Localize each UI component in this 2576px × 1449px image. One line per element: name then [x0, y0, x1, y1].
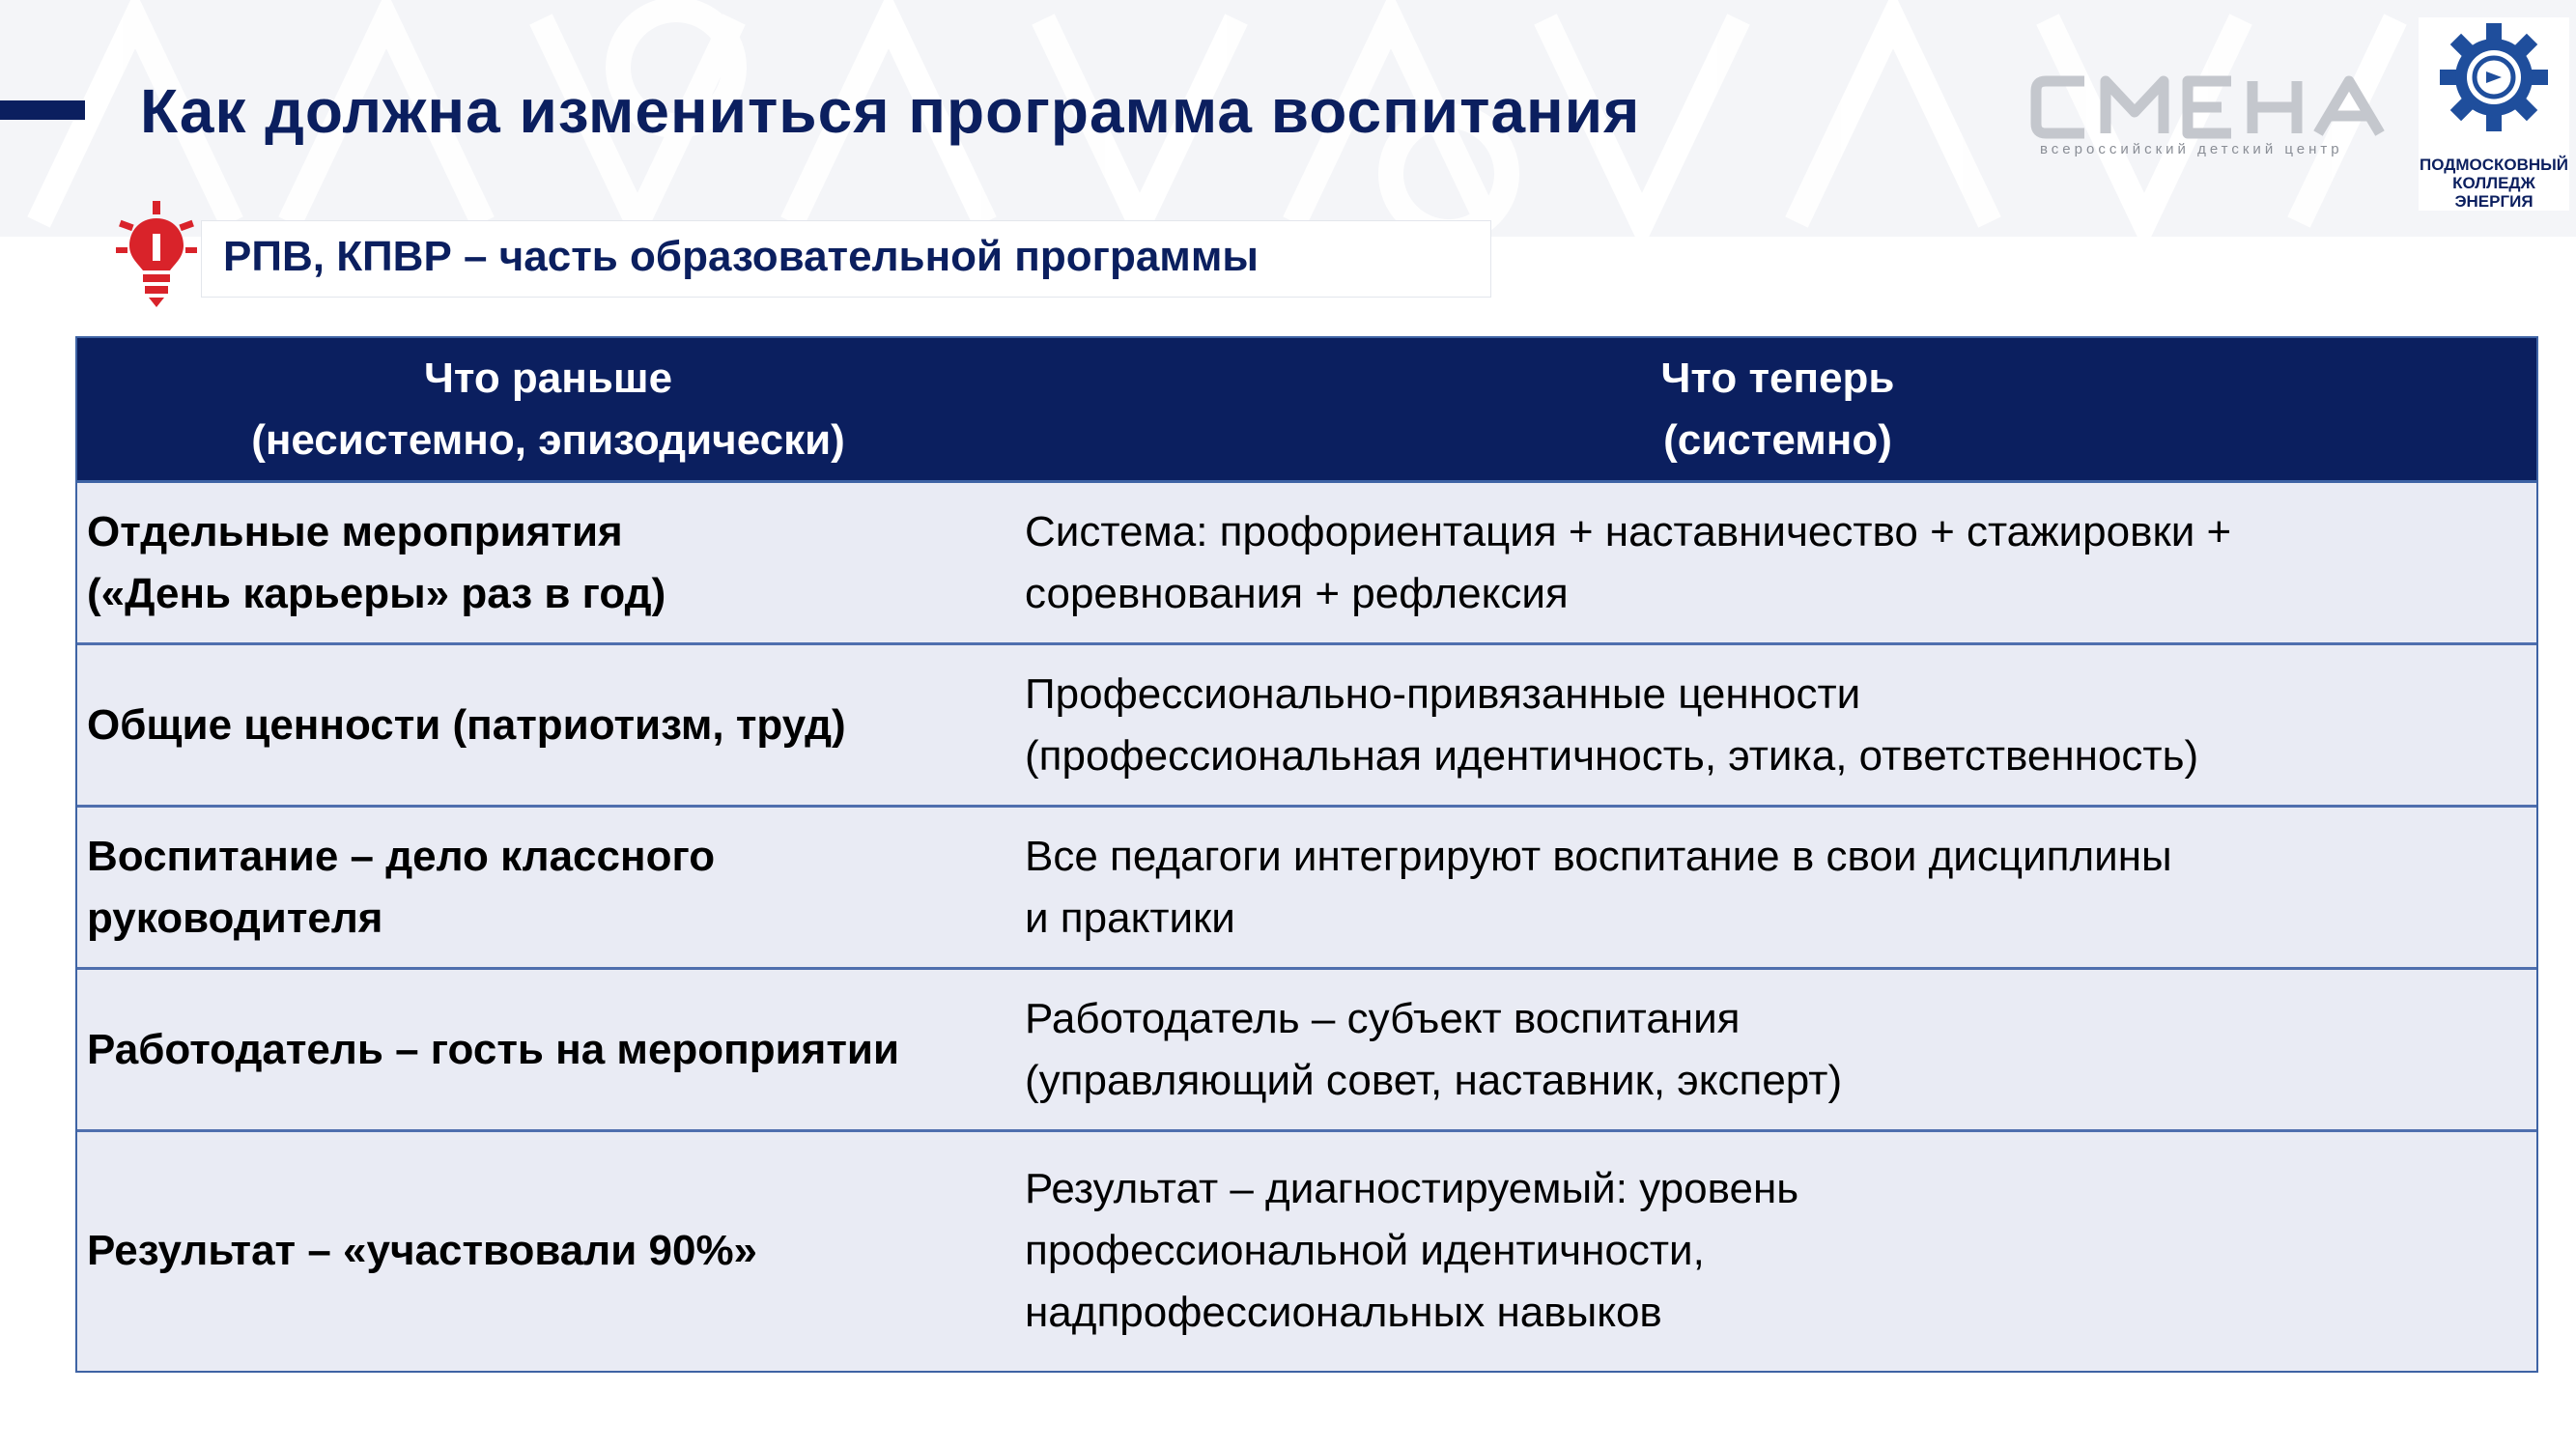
cell-before: Отдельные мероприятия («День карьеры» раз в год)	[77, 482, 1019, 644]
college-logo	[2419, 17, 2569, 211]
table-row	[77, 644, 2536, 807]
subtitle-box	[201, 220, 1491, 298]
smena-logo	[2028, 73, 2386, 166]
college-name: ПОДМОСКОВНЫЙ КОЛЛЕДЖ ЭНЕРГИЯ	[2419, 156, 2568, 211]
gear-emblem-icon	[2440, 17, 2548, 143]
table-row	[77, 482, 2536, 644]
cell-now: Результат – диагностируемый: уровень профессиональной идентичности, надпрофессиональных навыков	[1019, 1131, 2536, 1371]
cell-before: Работодатель – гость на мероприятии	[77, 969, 1019, 1131]
lightbulb-icon	[116, 201, 197, 312]
header-now: Что теперь (системно)	[1019, 338, 2536, 482]
slide-subtitle: РПВ, КПВР – часть образовательной программы	[223, 233, 1259, 280]
smena-wordmark	[2028, 73, 2386, 141]
table-row	[77, 807, 2536, 969]
comparison-table	[75, 336, 2538, 1373]
cell-now: Система: профориентация + наставничество + стажировки + соревнования + рефлексия	[1019, 482, 2536, 644]
cell-before: Воспитание – дело классного руководителя	[77, 807, 1019, 969]
cell-now: Все педагоги интегрируют воспитание в свои дисциплины и практики	[1019, 807, 2536, 969]
table-header-row	[77, 338, 2536, 482]
cell-now: Профессионально-привязанные ценности (профессиональная идентичность, этика, ответственность)	[1019, 644, 2536, 807]
table-row	[77, 1131, 2536, 1371]
title-accent-bar	[0, 100, 85, 120]
slide-title: Как должна измениться программа воспитания	[140, 76, 1641, 146]
cell-before: Общие ценности (патриотизм, труд)	[77, 644, 1019, 807]
smena-subtitle: всероссийский детский центр	[2040, 141, 2343, 157]
header-before: Что раньше (несистемно, эпизодически)	[77, 338, 1019, 482]
cell-before: Результат – «участвовали 90%»	[77, 1131, 1019, 1371]
table-row	[77, 969, 2536, 1131]
cell-now: Работодатель – субъект воспитания (управляющий совет, наставник, эксперт)	[1019, 969, 2536, 1131]
